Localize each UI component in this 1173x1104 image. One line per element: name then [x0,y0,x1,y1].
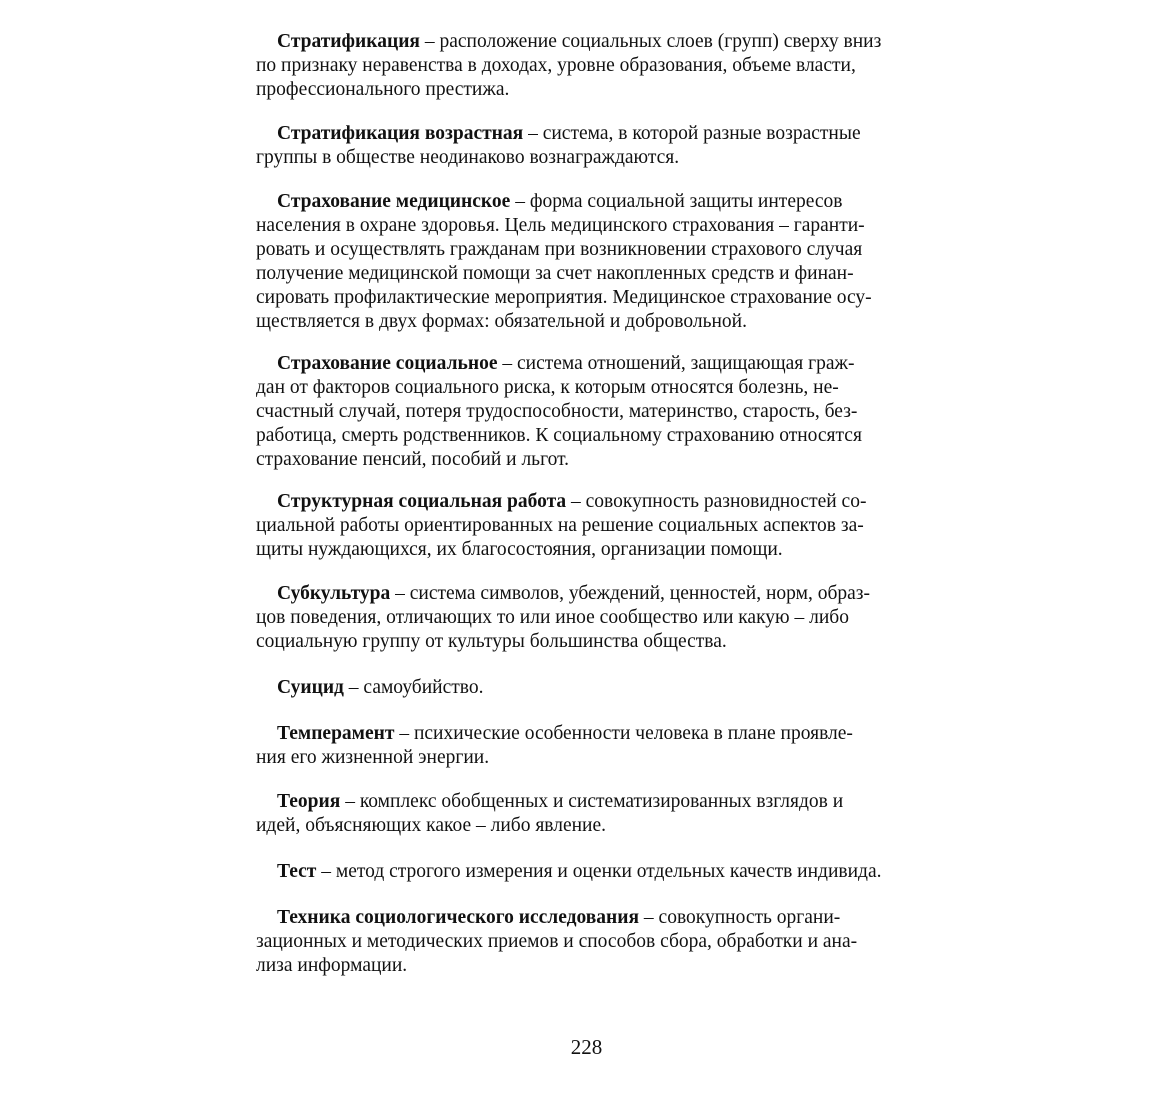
entry-text: – совокупность органи- [639,907,841,928]
entry-text: – система отношений, защищающая граж- [497,353,855,374]
glossary-entry [256,860,918,884]
entry-text: социальную группу от культуры большинства общества. [256,631,727,652]
glossary-entry [256,122,918,170]
entry-term: Структурная социальная работа [277,491,567,512]
entry-text: группы в обществе неодинаково вознаграждаются. [256,147,680,168]
entry-term: Субкультура [277,583,391,604]
glossary-entry [256,30,918,102]
entry-term: Техника социологического исследования [277,907,640,928]
entry-text: ровать и осуществлять гражданам при возникновении страхового случая [256,239,863,260]
glossary-entry [256,352,918,472]
entry-term: Темперамент [277,723,395,744]
entry-term: Страхование социальное [277,353,498,374]
entry-term: Суицид [277,677,344,698]
entry-text: – комплекс обобщенных и систематизированных взглядов и [340,791,844,812]
glossary-entry [256,906,918,978]
entry-text: циальной работы ориентированных на решение социальных аспектов за- [256,515,864,536]
glossary-entry [256,582,918,654]
entry-text: – психические особенности человека в плане проявле- [394,723,853,744]
entry-text: сировать профилактические мероприятия. Медицинское страхование осу- [256,287,872,308]
entry-term: Стратификация возрастная [277,123,524,144]
entry-text: – система символов, убеждений, ценностей, норм, образ- [390,583,870,604]
entry-text: – совокупность разновидностей со- [566,491,867,512]
entry-text: дан от факторов социального риска, к которым относятся болезнь, не- [256,377,839,398]
entry-text: зационных и методических приемов и способов сбора, обработки и ана- [256,931,858,952]
entry-term: Тест [277,861,317,882]
entry-text: – самоубийство. [343,677,484,698]
entry-text: – метод строгого измерения и оценки отдельных качеств индивида. [316,861,882,882]
entry-term: Страхование медицинское [277,191,511,212]
glossary-entry [256,490,918,562]
entry-text: ния его жизненной энергии. [256,747,490,768]
entry-text: страхование пенсий, пособий и льгот. [256,449,569,470]
entry-text: ществляется в двух формах: обязательной и добровольной. [256,311,747,332]
entry-text: получение медицинской помощи за счет накопленных средств и финан- [256,263,854,284]
entry-text: – расположение социальных слоев (групп) сверху вниз [419,31,882,52]
entry-text: населения в охране здоровья. Цель медицинского страхования – гаранти- [256,215,865,236]
entry-text: лиза информации. [256,955,408,976]
entry-text: идей, объясняющих какое – либо явление. [256,815,607,836]
entry-text: профессионального престижа. [256,79,510,100]
entry-text: счастный случай, потеря трудоспособности, материнство, старость, без- [256,401,858,422]
entry-term: Теория [277,791,341,812]
glossary-entry [256,676,918,700]
entry-text: цов поведения, отличающих то или иное сообщество или какую – либо [256,607,849,628]
entry-text: – форма социальной защиты интересов [510,191,843,212]
page-number: 228 [570,1035,603,1059]
glossary-entry [256,790,918,838]
entry-text: по признаку неравенства в доходах, уровне образования, объеме власти, [256,55,856,76]
entry-term: Стратификация [277,31,420,52]
entry-text: работица, смерть родственников. К социальному страхованию относятся [256,425,862,446]
glossary-entry [256,190,918,334]
entry-text: щиты нуждающихся, их благосостояния, организации помощи. [256,539,783,560]
entry-text: – система, в которой разные возрастные [523,123,861,144]
glossary-entry [256,722,918,770]
